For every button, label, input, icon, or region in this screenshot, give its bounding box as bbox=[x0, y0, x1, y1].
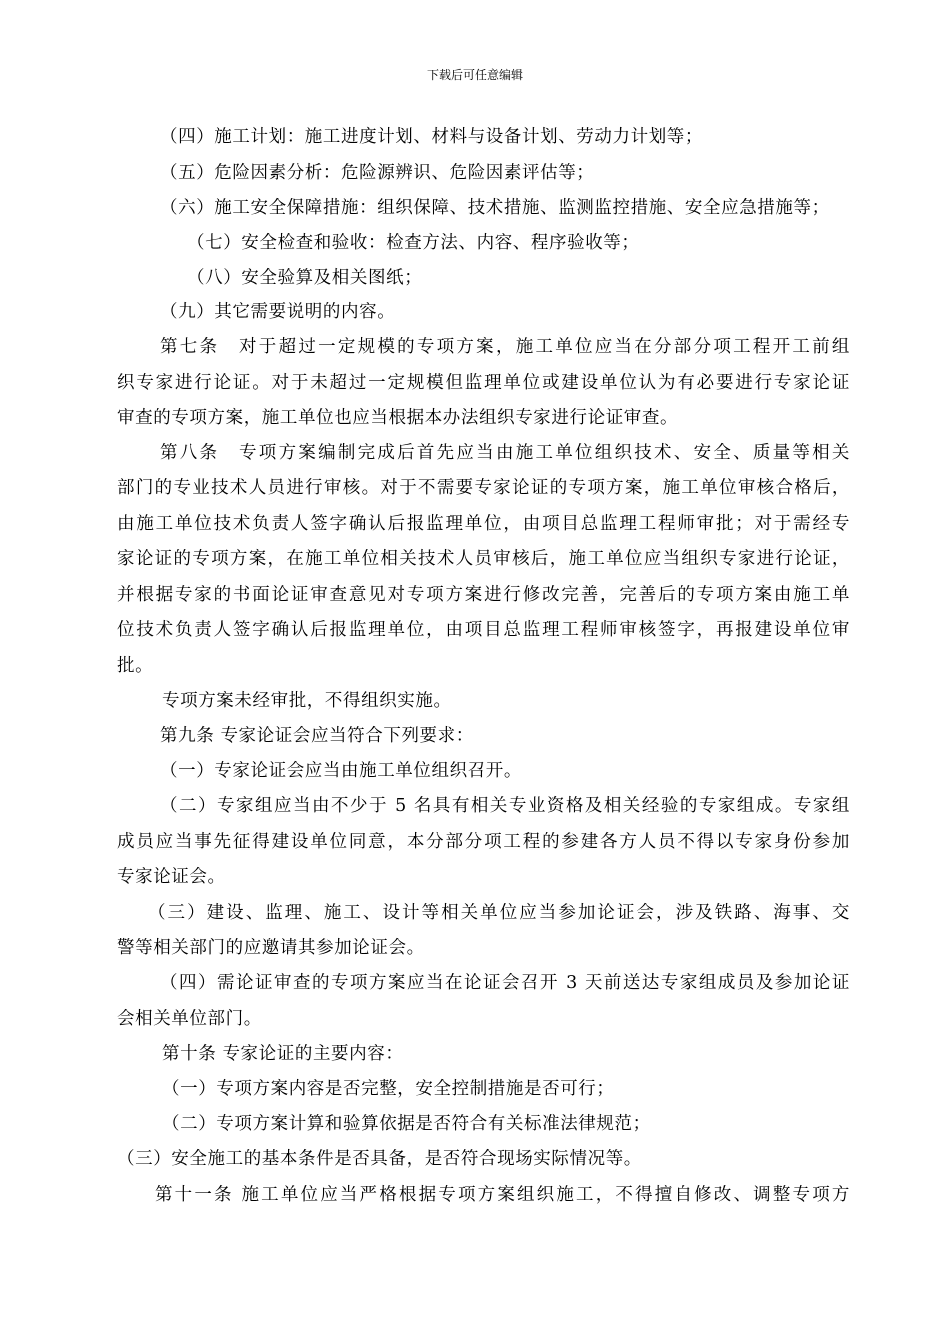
text-line: 位技术负责人签字确认后报监理单位，由项目总监理工程师审核签字，再报建设单位审 bbox=[117, 620, 850, 640]
text-line: （八）安全验算及相关图纸； bbox=[187, 268, 423, 288]
text-line: 审查的专项方案，施工单位也应当根据本办法组织专家进行论证审查。 bbox=[117, 408, 679, 428]
text-line: 专项方案未经审批，不得组织实施。 bbox=[162, 691, 452, 711]
text-line: 第十一条 施工单位应当严格根据专项方案组织施工，不得擅自修改、调整专项方 bbox=[155, 1185, 850, 1205]
text-line: （一）专项方案内容是否完整，安全控制措施是否可行； bbox=[162, 1079, 615, 1099]
text-line: 织专家进行论证。对于未超过一定规模但监理单位或建设单位认为有必要进行专家论证 bbox=[117, 373, 850, 393]
text-line: （九）其它需要说明的内容。 bbox=[160, 302, 396, 322]
text-line: （二）专家组应当由不少于 5 名具有相关专业资格及相关经验的专家组成。专家组 bbox=[160, 796, 850, 816]
text-line: 部门的专业技术人员进行审核。对于不需要专家论证的专项方案，施工单位审核合格后， bbox=[117, 478, 850, 498]
text-line: （五）危险因素分析：危险源辨识、危险因素评估等； bbox=[160, 163, 595, 183]
text-line: 会相关单位部门。 bbox=[117, 1009, 262, 1029]
text-line: 成员应当事先征得建设单位同意，本分部分项工程的参建各方人员不得以专家身份参加 bbox=[117, 832, 850, 852]
text-line: （六）施工安全保障措施：组织保障、技术措施、监测监控措施、安全应急措施等； bbox=[160, 198, 830, 218]
page-header: 下载后可任意编辑 bbox=[426, 68, 523, 82]
text-line: 专家论证会。 bbox=[117, 867, 226, 887]
text-line: 第七条 对于超过一定规模的专项方案，施工单位应当在分部分项工程开工前组 bbox=[160, 337, 850, 357]
text-line: 并根据专家的书面论证审查意见对专项方案进行修改完善，完善后的专项方案由施工单 bbox=[117, 585, 850, 605]
text-line: （七）安全检查和验收：检查方法、内容、程序验收等； bbox=[187, 233, 640, 253]
text-line: 家论证的专项方案，在施工单位相关技术人员审核后，施工单位应当组织专家进行论证， bbox=[117, 549, 850, 569]
text-line: （一）专家论证会应当由施工单位组织召开。 bbox=[160, 761, 522, 781]
text-line: （三）建设、监理、施工、设计等相关单位应当参加论证会，涉及铁路、海事、交 bbox=[148, 903, 850, 923]
text-line: （二）专项方案计算和验算依据是否符合有关标准法律规范； bbox=[162, 1114, 651, 1134]
text-line: 批。 bbox=[117, 656, 154, 676]
text-line: 警等相关部门的应邀请其参加论证会。 bbox=[117, 938, 425, 958]
text-line: （四）需论证审查的专项方案应当在论证会召开 3 天前送达专家组成员及参加论证 bbox=[160, 973, 850, 993]
text-line: 由施工单位技术负责人签字确认后报监理单位，由项目总监理工程师审批；对于需经专 bbox=[117, 514, 850, 534]
text-line: （三）安全施工的基本条件是否具备，是否符合现场实际情况等。 bbox=[117, 1149, 642, 1169]
text-line: （四）施工计划：施工进度计划、材料与设备计划、劳动力计划等； bbox=[160, 127, 703, 147]
text-line: 第九条 专家论证会应当符合下列要求： bbox=[160, 726, 474, 746]
text-line: 第十条 专家论证的主要内容： bbox=[162, 1044, 404, 1064]
text-line: 第八条 专项方案编制完成后首先应当由施工单位组织技术、安全、质量等相关 bbox=[160, 443, 850, 463]
